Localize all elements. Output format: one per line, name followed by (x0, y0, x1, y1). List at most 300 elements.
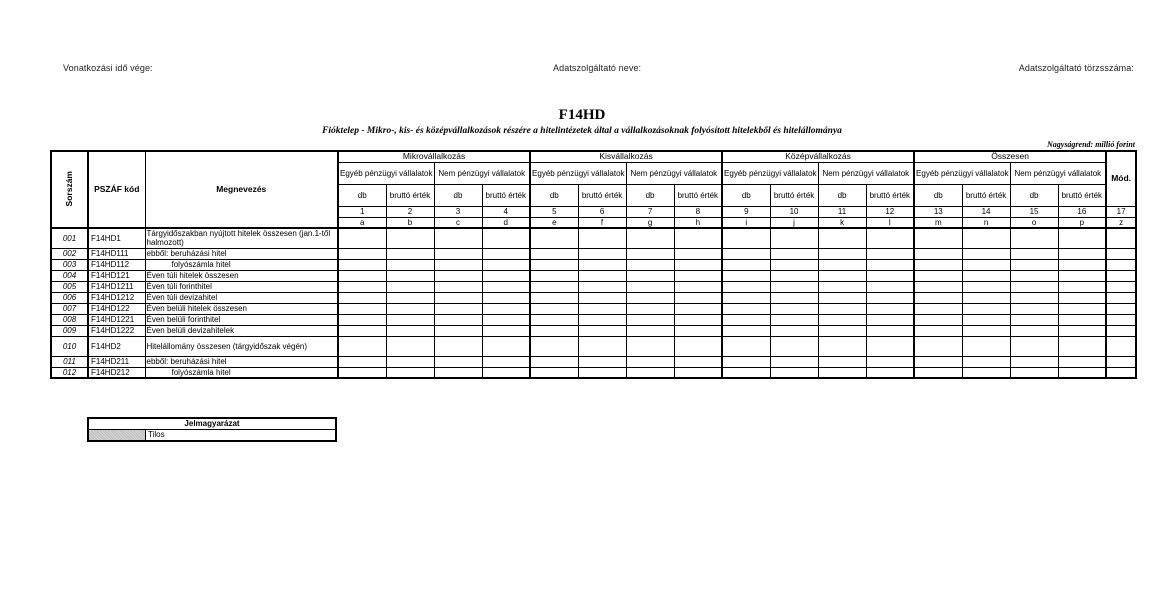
data-cell[interactable] (818, 292, 866, 303)
column-letter: g (626, 217, 674, 228)
data-cell[interactable] (434, 303, 482, 314)
group-header-total: Összesen (914, 151, 1106, 162)
row-name: Éven túli forinthitel (145, 281, 338, 292)
data-cell[interactable] (1010, 303, 1058, 314)
data-cell[interactable] (962, 259, 1010, 270)
data-cell[interactable] (770, 367, 818, 378)
db-header: db (626, 184, 674, 206)
column-number: 11 (818, 206, 866, 217)
data-cell[interactable] (386, 270, 434, 281)
data-cell[interactable] (962, 281, 1010, 292)
data-cell[interactable] (1010, 325, 1058, 336)
column-number: 14 (962, 206, 1010, 217)
data-cell[interactable] (578, 325, 626, 336)
data-cell[interactable] (434, 259, 482, 270)
data-cell[interactable] (578, 228, 626, 248)
data-cell[interactable] (722, 248, 770, 259)
data-cell[interactable] (434, 270, 482, 281)
db-header: db (914, 184, 962, 206)
data-cell[interactable] (818, 281, 866, 292)
data-cell[interactable] (674, 228, 722, 248)
data-cell[interactable] (722, 336, 770, 356)
row-name: Hitelállomány összesen (tárgyidőszak végén) (145, 336, 338, 356)
row-number: 012 (51, 367, 88, 378)
table-row (51, 292, 1136, 303)
data-cell[interactable] (1106, 270, 1136, 281)
mod-header: Mód. (1106, 151, 1136, 206)
data-cell[interactable] (722, 270, 770, 281)
row-pszaf-code: F14HD122 (88, 303, 145, 314)
db-header: db (338, 184, 386, 206)
data-cell[interactable] (434, 336, 482, 356)
gross-value-header: bruttó érték (578, 184, 626, 206)
data-cell[interactable] (578, 314, 626, 325)
subgroup-non-financial: Nem pénzügyi vállalatok (818, 162, 914, 184)
data-cell[interactable] (818, 356, 866, 367)
data-cell[interactable] (1010, 281, 1058, 292)
data-cell[interactable] (482, 356, 530, 367)
row-pszaf-code: F14HD211 (88, 356, 145, 367)
data-cell[interactable] (530, 281, 578, 292)
data-cell[interactable] (578, 356, 626, 367)
data-cell[interactable] (1106, 259, 1136, 270)
data-cell[interactable] (434, 314, 482, 325)
data-cell[interactable] (914, 367, 962, 378)
row-number: 011 (51, 356, 88, 367)
data-cell[interactable] (914, 248, 962, 259)
gross-value-header: bruttó érték (482, 184, 530, 206)
data-cell[interactable] (386, 336, 434, 356)
data-cell[interactable] (338, 314, 386, 325)
data-cell[interactable] (1106, 228, 1136, 248)
data-cell[interactable] (482, 314, 530, 325)
data-cell[interactable] (770, 248, 818, 259)
data-cell[interactable] (962, 228, 1010, 248)
data-cell[interactable] (1106, 281, 1136, 292)
sorszam-header: Sorszám (51, 151, 88, 228)
subgroup-other-financial: Egyéb pénzügyi vállalatok (338, 162, 434, 184)
name-header: Megnevezés (145, 151, 338, 228)
data-cell[interactable] (914, 356, 962, 367)
data-cell[interactable] (770, 336, 818, 356)
data-cell[interactable] (386, 248, 434, 259)
pszaf-code-header: PSZÁF kód (88, 151, 145, 228)
data-cell[interactable] (674, 303, 722, 314)
data-cell[interactable] (338, 270, 386, 281)
data-cell[interactable] (530, 292, 578, 303)
data-cell[interactable] (530, 270, 578, 281)
data-cell[interactable] (434, 356, 482, 367)
data-cell[interactable] (674, 259, 722, 270)
data-cell[interactable] (386, 281, 434, 292)
table-row (51, 336, 1136, 356)
db-header: db (530, 184, 578, 206)
table-row (51, 248, 1136, 259)
data-cell[interactable] (1058, 248, 1106, 259)
data-cell[interactable] (866, 281, 914, 292)
data-provider-name-label: Adatszolgáltató neve: (553, 63, 642, 73)
data-cell[interactable] (722, 367, 770, 378)
data-cell[interactable] (818, 303, 866, 314)
row-pszaf-code: F14HD112 (88, 259, 145, 270)
row-pszaf-code: F14HD2 (88, 336, 145, 356)
legend-forbidden-label: Tilos (146, 430, 337, 442)
data-cell[interactable] (626, 270, 674, 281)
data-cell[interactable] (818, 336, 866, 356)
data-cell[interactable] (1106, 367, 1136, 378)
row-name: Éven belüli devizahitelek (145, 325, 338, 336)
data-cell[interactable] (578, 248, 626, 259)
data-cell[interactable] (674, 281, 722, 292)
data-cell[interactable] (1058, 270, 1106, 281)
data-cell[interactable] (770, 270, 818, 281)
data-cell[interactable] (1010, 314, 1058, 325)
data-cell[interactable] (866, 259, 914, 270)
db-header: db (1010, 184, 1058, 206)
data-cell[interactable] (1106, 325, 1136, 336)
column-letter: l (866, 217, 914, 228)
data-cell[interactable] (626, 228, 674, 248)
column-letter: d (482, 217, 530, 228)
data-cell[interactable] (482, 281, 530, 292)
data-cell[interactable] (482, 325, 530, 336)
data-cell[interactable] (674, 367, 722, 378)
data-cell[interactable] (962, 336, 1010, 356)
data-cell[interactable] (386, 228, 434, 248)
data-cell[interactable] (482, 228, 530, 248)
column-number: 16 (1058, 206, 1106, 217)
group-header-medium: Középvállalkozás (722, 151, 914, 162)
data-cell[interactable] (1010, 292, 1058, 303)
data-cell[interactable] (434, 325, 482, 336)
data-cell[interactable] (818, 248, 866, 259)
reference-period-end-label: Vonatkozási idő vége: (63, 63, 153, 73)
data-cell[interactable] (1106, 314, 1136, 325)
row-number: 006 (51, 292, 88, 303)
data-cell[interactable] (386, 314, 434, 325)
table-row (51, 356, 1136, 367)
data-cell[interactable] (674, 314, 722, 325)
column-letter: i (722, 217, 770, 228)
data-cell[interactable] (530, 356, 578, 367)
data-cell[interactable] (1106, 292, 1136, 303)
data-cell[interactable] (722, 356, 770, 367)
data-cell[interactable] (626, 303, 674, 314)
row-name: ebből: beruházási hitel (145, 356, 338, 367)
data-cell[interactable] (914, 281, 962, 292)
data-cell[interactable] (530, 228, 578, 248)
gross-value-header: bruttó érték (1058, 184, 1106, 206)
data-cell[interactable] (770, 325, 818, 336)
data-cell[interactable] (962, 292, 1010, 303)
data-cell[interactable] (818, 270, 866, 281)
data-cell[interactable] (674, 270, 722, 281)
subgroup-non-financial: Nem pénzügyi vállalatok (1010, 162, 1106, 184)
data-cell[interactable] (866, 314, 914, 325)
row-number: 003 (51, 259, 88, 270)
row-name: Tárgyidőszakban nyújtott hitelek összesen (jan.1-től halmozott) (145, 228, 338, 248)
data-cell[interactable] (962, 248, 1010, 259)
table-row (51, 270, 1136, 281)
data-cell[interactable] (626, 281, 674, 292)
data-cell[interactable] (578, 336, 626, 356)
column-number: 8 (674, 206, 722, 217)
unit-of-measure: Nagyságrend: millió forint (1046, 140, 1135, 149)
data-cell[interactable] (626, 336, 674, 356)
data-cell[interactable] (578, 270, 626, 281)
column-number: 17 (1106, 206, 1136, 217)
data-cell[interactable] (482, 367, 530, 378)
data-cell[interactable] (626, 248, 674, 259)
data-cell[interactable] (578, 367, 626, 378)
table-row (51, 303, 1136, 314)
data-cell[interactable] (722, 325, 770, 336)
data-cell[interactable] (866, 248, 914, 259)
group-header-micro: Mikrovállalkozás (338, 151, 530, 162)
data-cell[interactable] (962, 314, 1010, 325)
data-cell[interactable] (770, 314, 818, 325)
data-cell[interactable] (626, 367, 674, 378)
data-cell[interactable] (482, 259, 530, 270)
data-provider-registry-label: Adatszolgáltató törzsszáma: (1018, 63, 1134, 73)
data-cell[interactable] (482, 303, 530, 314)
column-number: 10 (770, 206, 818, 217)
data-cell[interactable] (914, 228, 962, 248)
subgroup-other-financial: Egyéb pénzügyi vállalatok (530, 162, 626, 184)
row-pszaf-code: F14HD1221 (88, 314, 145, 325)
row-pszaf-code: F14HD1212 (88, 292, 145, 303)
data-cell[interactable] (962, 303, 1010, 314)
data-cell[interactable] (482, 270, 530, 281)
data-cell[interactable] (434, 281, 482, 292)
data-cell[interactable] (338, 356, 386, 367)
legend-forbidden-swatch (88, 430, 146, 442)
legend-title: Jelmagyarázat (88, 418, 336, 430)
data-cell[interactable] (770, 303, 818, 314)
column-number: 2 (386, 206, 434, 217)
row-pszaf-code: F14HD1 (88, 228, 145, 248)
data-cell[interactable] (1010, 270, 1058, 281)
data-cell[interactable] (338, 228, 386, 248)
data-cell[interactable] (530, 248, 578, 259)
data-cell[interactable] (1058, 228, 1106, 248)
row-pszaf-code: F14HD1211 (88, 281, 145, 292)
table-row (51, 367, 1136, 378)
gross-value-header: bruttó érték (674, 184, 722, 206)
data-cell[interactable] (338, 281, 386, 292)
row-name: Éven belüli hitelek összesen (145, 303, 338, 314)
data-cell[interactable] (578, 259, 626, 270)
data-cell[interactable] (386, 325, 434, 336)
data-cell[interactable] (914, 292, 962, 303)
data-cell[interactable] (866, 356, 914, 367)
table-row (51, 281, 1136, 292)
data-cell[interactable] (722, 228, 770, 248)
gross-value-header: bruttó érték (386, 184, 434, 206)
data-cell[interactable] (914, 314, 962, 325)
data-cell[interactable] (770, 228, 818, 248)
data-cell[interactable] (386, 259, 434, 270)
data-cell[interactable] (914, 336, 962, 356)
data-cell[interactable] (818, 228, 866, 248)
data-cell[interactable] (338, 248, 386, 259)
row-pszaf-code: F14HD121 (88, 270, 145, 281)
data-cell[interactable] (626, 325, 674, 336)
data-cell[interactable] (338, 336, 386, 356)
gross-value-header: bruttó érték (866, 184, 914, 206)
data-cell[interactable] (1010, 259, 1058, 270)
group-header-small: Kisvállalkozás (530, 151, 722, 162)
data-cell[interactable] (626, 292, 674, 303)
data-cell[interactable] (1058, 259, 1106, 270)
data-cell[interactable] (482, 292, 530, 303)
data-cell[interactable] (530, 336, 578, 356)
column-letter: a (338, 217, 386, 228)
gross-value-header: bruttó érték (770, 184, 818, 206)
data-cell[interactable] (1058, 336, 1106, 356)
row-number: 004 (51, 270, 88, 281)
data-cell[interactable] (1010, 367, 1058, 378)
data-cell[interactable] (914, 303, 962, 314)
data-cell[interactable] (626, 259, 674, 270)
data-cell[interactable] (482, 336, 530, 356)
table-row (51, 314, 1136, 325)
row-number: 010 (51, 336, 88, 356)
row-number: 001 (51, 228, 88, 248)
row-number: 005 (51, 281, 88, 292)
data-cell[interactable] (530, 303, 578, 314)
data-cell[interactable] (578, 303, 626, 314)
data-cell[interactable] (674, 356, 722, 367)
data-cell[interactable] (1106, 336, 1136, 356)
data-cell[interactable] (866, 367, 914, 378)
data-cell[interactable] (722, 259, 770, 270)
data-cell[interactable] (578, 292, 626, 303)
data-cell[interactable] (434, 248, 482, 259)
subgroup-other-financial: Egyéb pénzügyi vállalatok (914, 162, 1010, 184)
data-cell[interactable] (770, 356, 818, 367)
data-cell[interactable] (962, 325, 1010, 336)
data-cell[interactable] (578, 281, 626, 292)
data-cell[interactable] (386, 356, 434, 367)
data-cell[interactable] (338, 367, 386, 378)
data-cell[interactable] (530, 325, 578, 336)
data-cell[interactable] (530, 314, 578, 325)
data-cell[interactable] (1058, 325, 1106, 336)
data-cell[interactable] (962, 270, 1010, 281)
data-cell[interactable] (818, 259, 866, 270)
data-cell[interactable] (482, 248, 530, 259)
data-cell[interactable] (338, 259, 386, 270)
data-cell[interactable] (818, 367, 866, 378)
data-cell[interactable] (866, 336, 914, 356)
data-cell[interactable] (1106, 356, 1136, 367)
data-cell[interactable] (914, 325, 962, 336)
subgroup-non-financial: Nem pénzügyi vállalatok (626, 162, 722, 184)
row-name: Éven belüli forinthitel (145, 314, 338, 325)
data-cell[interactable] (434, 228, 482, 248)
column-number: 1 (338, 206, 386, 217)
data-cell[interactable] (914, 259, 962, 270)
column-letter: c (434, 217, 482, 228)
data-cell[interactable] (1058, 303, 1106, 314)
column-number: 12 (866, 206, 914, 217)
data-cell[interactable] (530, 367, 578, 378)
data-cell[interactable] (1010, 336, 1058, 356)
data-cell[interactable] (866, 325, 914, 336)
column-number: 9 (722, 206, 770, 217)
data-cell[interactable] (434, 292, 482, 303)
data-cell[interactable] (962, 356, 1010, 367)
data-cell[interactable] (1106, 248, 1136, 259)
data-cell[interactable] (722, 314, 770, 325)
row-name: Éven túli devizahitel (145, 292, 338, 303)
column-number: 7 (626, 206, 674, 217)
data-cell[interactable] (338, 292, 386, 303)
data-cell[interactable] (338, 303, 386, 314)
data-cell[interactable] (722, 303, 770, 314)
data-cell[interactable] (818, 314, 866, 325)
data-cell[interactable] (434, 367, 482, 378)
column-letter: k (818, 217, 866, 228)
data-cell[interactable] (1010, 248, 1058, 259)
column-letter: n (962, 217, 1010, 228)
column-number: 4 (482, 206, 530, 217)
db-header: db (434, 184, 482, 206)
data-cell[interactable] (818, 325, 866, 336)
data-cell[interactable] (1058, 292, 1106, 303)
data-cell[interactable] (530, 259, 578, 270)
column-letter: b (386, 217, 434, 228)
data-cell[interactable] (866, 292, 914, 303)
subgroup-other-financial: Egyéb pénzügyi vállalatok (722, 162, 818, 184)
data-cell[interactable] (722, 292, 770, 303)
data-cell[interactable] (866, 228, 914, 248)
column-letter: e (530, 217, 578, 228)
data-cell[interactable] (770, 292, 818, 303)
data-cell[interactable] (1010, 356, 1058, 367)
data-cell[interactable] (1058, 314, 1106, 325)
data-cell[interactable] (914, 270, 962, 281)
data-cell[interactable] (674, 336, 722, 356)
data-cell[interactable] (626, 356, 674, 367)
data-cell[interactable] (386, 292, 434, 303)
data-cell[interactable] (674, 325, 722, 336)
row-number: 009 (51, 325, 88, 336)
data-cell[interactable] (1010, 228, 1058, 248)
data-cell[interactable] (722, 281, 770, 292)
data-cell[interactable] (674, 292, 722, 303)
table-row (51, 228, 1136, 248)
report-subtitle: Fióktelep - Mikro-, kis- és középvállalkozások részére a hitelintézetek által a vállalkozásoknak folyósított hitelekből és hitelállománya (322, 126, 842, 136)
data-cell[interactable] (386, 303, 434, 314)
column-letter: h (674, 217, 722, 228)
data-cell[interactable] (770, 259, 818, 270)
column-letter: p (1058, 217, 1106, 228)
data-cell[interactable] (770, 281, 818, 292)
data-cell[interactable] (1058, 281, 1106, 292)
data-cell[interactable] (674, 248, 722, 259)
data-cell[interactable] (386, 367, 434, 378)
data-cell[interactable] (1106, 303, 1136, 314)
data-cell[interactable] (626, 314, 674, 325)
data-cell[interactable] (1058, 367, 1106, 378)
data-cell[interactable] (1058, 356, 1106, 367)
data-cell[interactable] (866, 303, 914, 314)
data-cell[interactable] (338, 325, 386, 336)
data-cell[interactable] (866, 270, 914, 281)
data-cell[interactable] (962, 367, 1010, 378)
